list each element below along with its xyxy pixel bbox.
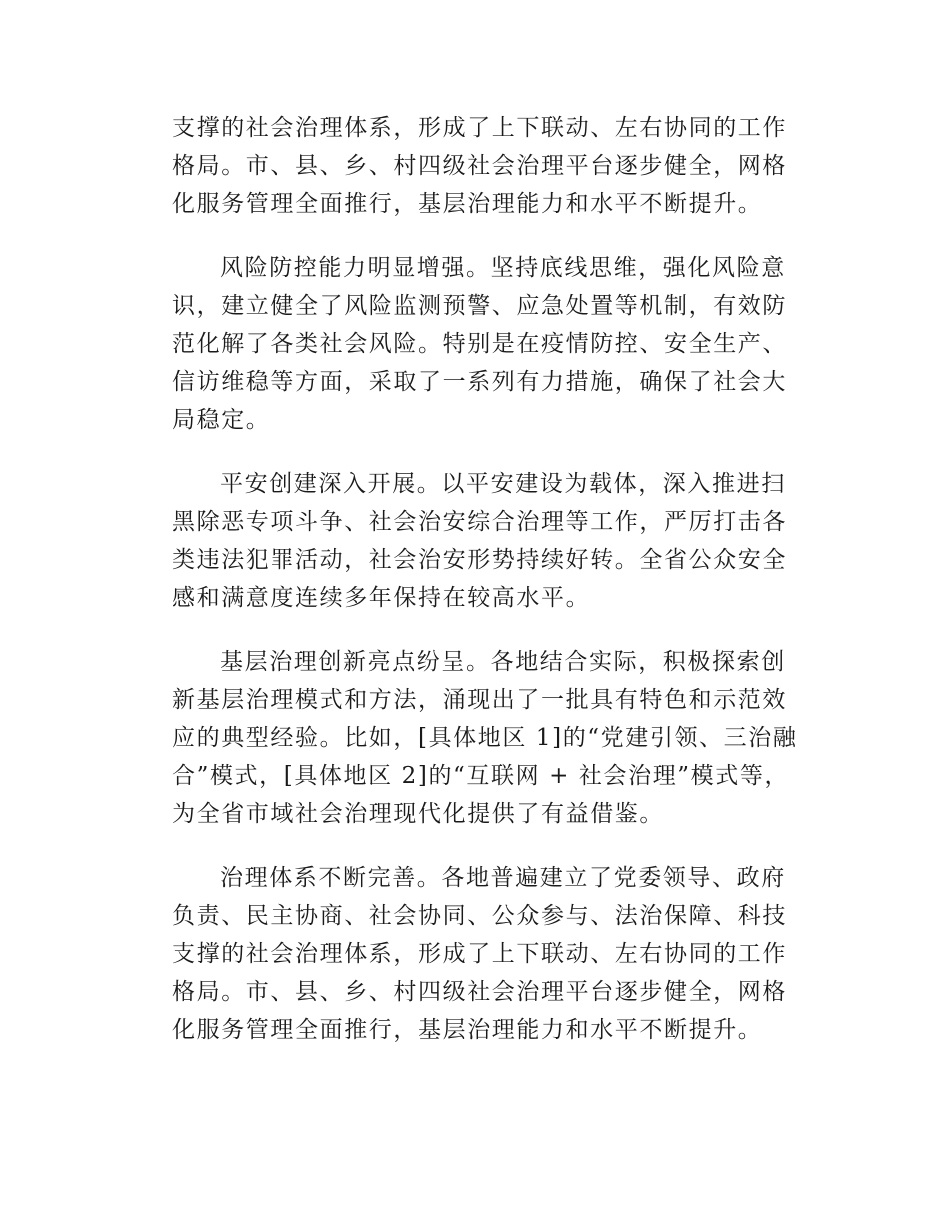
- paragraph-line: 合”模式，[具体地区 2]的“互联网 + 社会治理”模式等，: [172, 763, 790, 789]
- paragraph-risk-prevention: [172, 249, 808, 439]
- paragraph-line: 新基层治理模式和方法，涌现出了一批具有特色和示范效: [172, 687, 787, 713]
- paragraph-line: 化服务管理全面推行，基层治理能力和水平不断提升。: [172, 191, 763, 217]
- paragraph-line: 支撑的社会治理体系，形成了上下联动、左右协同的工作: [172, 115, 787, 141]
- paragraph-line: 基层治理创新亮点纷呈。各地结合实际，积极探索创: [220, 649, 786, 675]
- paragraph-line: 信访维稳等方面，采取了一系列有力措施，确保了社会大: [172, 369, 787, 395]
- paragraph-line: 风险防控能力明显增强。坚持底线思维，强化风险意: [220, 255, 786, 281]
- paragraph-line: 感和满意度连续多年保持在较高水平。: [172, 585, 591, 611]
- paragraph-line: 识，建立健全了风险监测预警、应急处置等机制，有效防: [172, 293, 787, 319]
- paragraph-line: 格局。市、县、乡、村四级社会治理平台逐步健全，网格: [172, 979, 787, 1005]
- paragraph-line: 化服务管理全面推行，基层治理能力和水平不断提升。: [172, 1017, 763, 1043]
- paragraph-grassroots-innovation: [172, 643, 808, 833]
- paragraph-line: 类违法犯罪活动，社会治安形势持续好转。全省公众安全: [172, 547, 787, 573]
- paragraph-line: 支撑的社会治理体系，形成了上下联动、左右协同的工作: [172, 941, 787, 967]
- document-body: [172, 109, 808, 1075]
- paragraph-line: 范化解了各类社会风险。特别是在疫情防控、安全生产、: [172, 331, 787, 357]
- paragraph-line: 黑除恶专项斗争、社会治安综合治理等工作，严厉打击各: [172, 509, 787, 535]
- paragraph-line: 负责、民主协商、社会协同、公众参与、法治保障、科技: [172, 903, 787, 929]
- paragraph-line: 治理体系不断完善。各地普遍建立了党委领导、政府: [220, 865, 786, 891]
- paragraph-governance-system: [172, 859, 808, 1049]
- paragraph-line: 局稳定。: [172, 407, 271, 433]
- paragraph-line: 平安创建深入开展。以平安建设为载体，深入推进扫: [220, 471, 786, 497]
- paragraph-line: 应的典型经验。比如，[具体地区 1]的“党建引领、三治融: [172, 725, 798, 751]
- paragraph-continued-governance-system: [172, 109, 808, 223]
- paragraph-line: 格局。市、县、乡、村四级社会治理平台逐步健全，网格: [172, 153, 787, 179]
- paragraph-safety-campaign: [172, 465, 808, 617]
- paragraph-line: 为全省市域社会治理现代化提供了有益借鉴。: [172, 801, 664, 827]
